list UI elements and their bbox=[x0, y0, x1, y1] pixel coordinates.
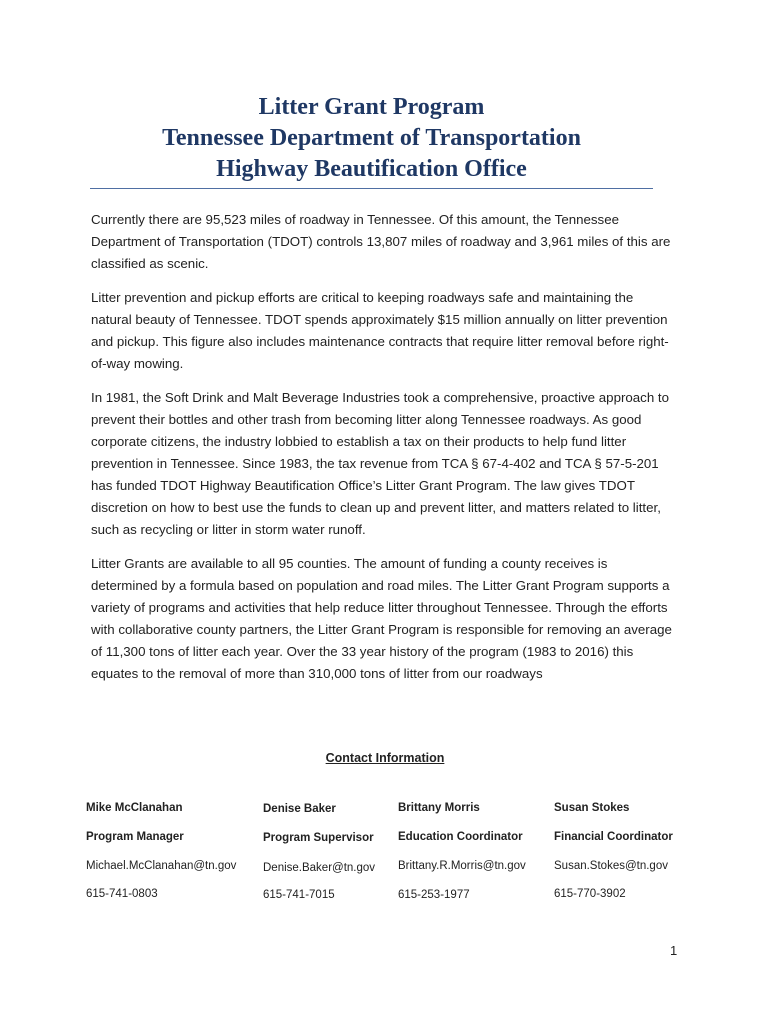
contact-title: Financial Coordinator bbox=[554, 831, 673, 843]
contact-name: Denise Baker bbox=[263, 803, 336, 815]
contact-title: Program Manager bbox=[86, 831, 184, 843]
contact-title: Program Supervisor bbox=[263, 832, 374, 844]
contact-name: Brittany Morris bbox=[398, 802, 480, 814]
paragraph-roadway-miles: Currently there are 95,523 miles of roadway in Tennessee. Of this amount, the Tennessee Department of Transportation (TDOT) controls 13,807 miles of roadway and 3,961 miles of this are classified as scenic. bbox=[91, 212, 671, 271]
contact-name: Susan Stokes bbox=[554, 802, 630, 814]
document-title bbox=[90, 92, 653, 185]
contact-email: Susan.Stokes@tn.gov bbox=[554, 860, 668, 872]
title-office: Highway Beautification Office bbox=[216, 156, 527, 182]
page-number: 1 bbox=[670, 943, 678, 958]
title-program: Litter Grant Program bbox=[258, 94, 485, 120]
contact-email: Michael.McClanahan@tn.gov bbox=[86, 860, 237, 872]
contact-phone: 615-741-7015 bbox=[263, 889, 335, 901]
title-department: Tennessee Department of Transportation bbox=[162, 125, 581, 151]
contact-phone: 615-770-3902 bbox=[554, 888, 626, 900]
paragraph-litter-grants: Litter Grants are available to all 95 counties. The amount of funding a county receives is determined by a formula based on population and road miles. The Litter Grant Program supports a variety of programs and activities that help reduce litter throughout Tennessee. Through the efforts with collaborative county partners, the Litter Grant Program is responsible for removing an average of 11,300 tons of litter each year. Over the 33 year history of the program (1983 to 2016) this equates to the removal of more than 310,000 tons of litter from our roadways bbox=[91, 556, 672, 681]
contact-phone: 615-253-1977 bbox=[398, 889, 470, 901]
contact-phone: 615-741-0803 bbox=[86, 888, 158, 900]
paragraph-litter-prevention: Litter prevention and pickup efforts are critical to keeping roadways safe and maintaining the natural beauty of Tennessee. TDOT spends approximately $15 million annually on litter prevention and pickup. This figure also includes maintenance contracts that require litter removal before right-of-way mowing. bbox=[91, 290, 669, 371]
contact-title: Education Coordinator bbox=[398, 831, 523, 843]
title-divider bbox=[90, 188, 653, 189]
paragraph-history: In 1981, the Soft Drink and Malt Beverage Industries took a comprehensive, proactive approach to prevent their bottles and other trash from becoming litter along Tennessee roadways. As good corporate citizens, the industry lobbied to establish a tax on their products to help fund litter prevention in Tennessee. Since 1983, the tax revenue from TCA § 67-4-402 and TCA § 57-5-201 has funded TDOT Highway Beautification Office’s Litter Grant Program. The law gives TDOT discretion on how to best use the funds to clean up and prevent litter, and matters related to litter, such as recycling or litter in storm water runoff. bbox=[91, 390, 670, 537]
contact-name: Mike McClanahan bbox=[86, 802, 183, 814]
contact-heading: Contact Information bbox=[325, 751, 445, 765]
contact-email: Denise.Baker@tn.gov bbox=[263, 862, 376, 874]
contact-email: Brittany.R.Morris@tn.gov bbox=[398, 860, 526, 872]
